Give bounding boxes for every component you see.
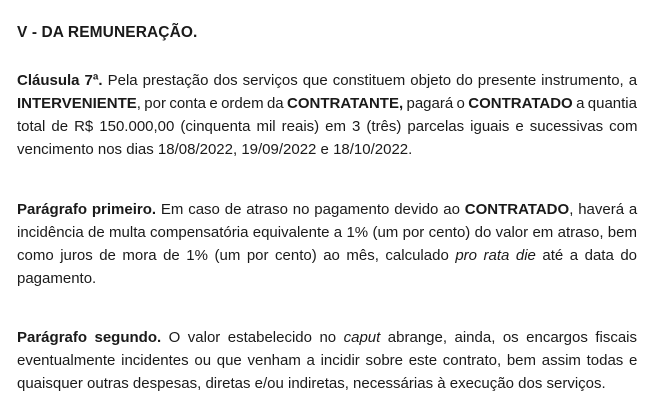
caput-term: caput	[343, 329, 381, 346]
contratado-term: CONTRATADO	[468, 95, 573, 112]
text-run: Pela prestação dos serviços que constituem objeto do presente instrumento, a	[102, 72, 638, 89]
text-line	[17, 198, 637, 221]
text-run: Em caso de atraso no pagamento devido ao	[156, 201, 465, 218]
paragrafo-primeiro	[17, 198, 637, 290]
clausula-label: Cláusula 7ª.	[17, 72, 103, 89]
section-title: V - DA REMUNERAÇÃO.	[17, 24, 198, 41]
text-run: , haverá a	[569, 201, 638, 218]
contratante-term: CONTRATANTE,	[287, 95, 404, 112]
text-run: até a data do	[535, 247, 638, 264]
text-line: quaisquer outras despesas, diretas e/ou indiretas, necessárias à execução dos serviços.	[17, 375, 606, 392]
pro-rata-die-term: pro rata die	[455, 247, 536, 264]
text-run: , por conta e ordem da	[136, 95, 288, 112]
text-line: eventualmente incidentes ou que venham a incidir sobre este contrato, bem assim todas e	[17, 352, 638, 369]
text-line: pagamento.	[17, 270, 97, 287]
interveniente-term: INTERVENIENTE	[17, 95, 137, 112]
text-run: pagará o	[403, 95, 469, 112]
text-run: a quantia	[572, 95, 637, 112]
text-line: total de R$ 150.000,00 (cinquenta mil reais) em 3 (três) parcelas iguais e sucessivas com	[17, 118, 638, 135]
text-run: como juros de mora de 1% (um por cento) ao mês, calculado	[17, 247, 456, 264]
paragrafo-primeiro-label: Parágrafo primeiro.	[17, 201, 157, 218]
text-line	[17, 326, 637, 349]
clausula-7-paragraph	[17, 69, 637, 161]
text-line: vencimento nos dias 18/08/2022, 19/09/2022 e 18/10/2022.	[17, 141, 413, 158]
text-line: incidência de multa compensatória equivalente a 1% (um por cento) do valor em atraso, bem	[17, 224, 637, 241]
paragrafo-segundo	[17, 326, 637, 395]
text-line	[17, 69, 637, 92]
text-run: O valor estabelecido no	[161, 329, 344, 346]
paragrafo-segundo-label: Parágrafo segundo.	[17, 329, 162, 346]
text-line	[17, 92, 637, 115]
contratado-term: CONTRATADO	[464, 201, 570, 218]
text-run: abrange, ainda, os encargos fiscais	[380, 329, 637, 346]
text-line	[17, 244, 637, 267]
